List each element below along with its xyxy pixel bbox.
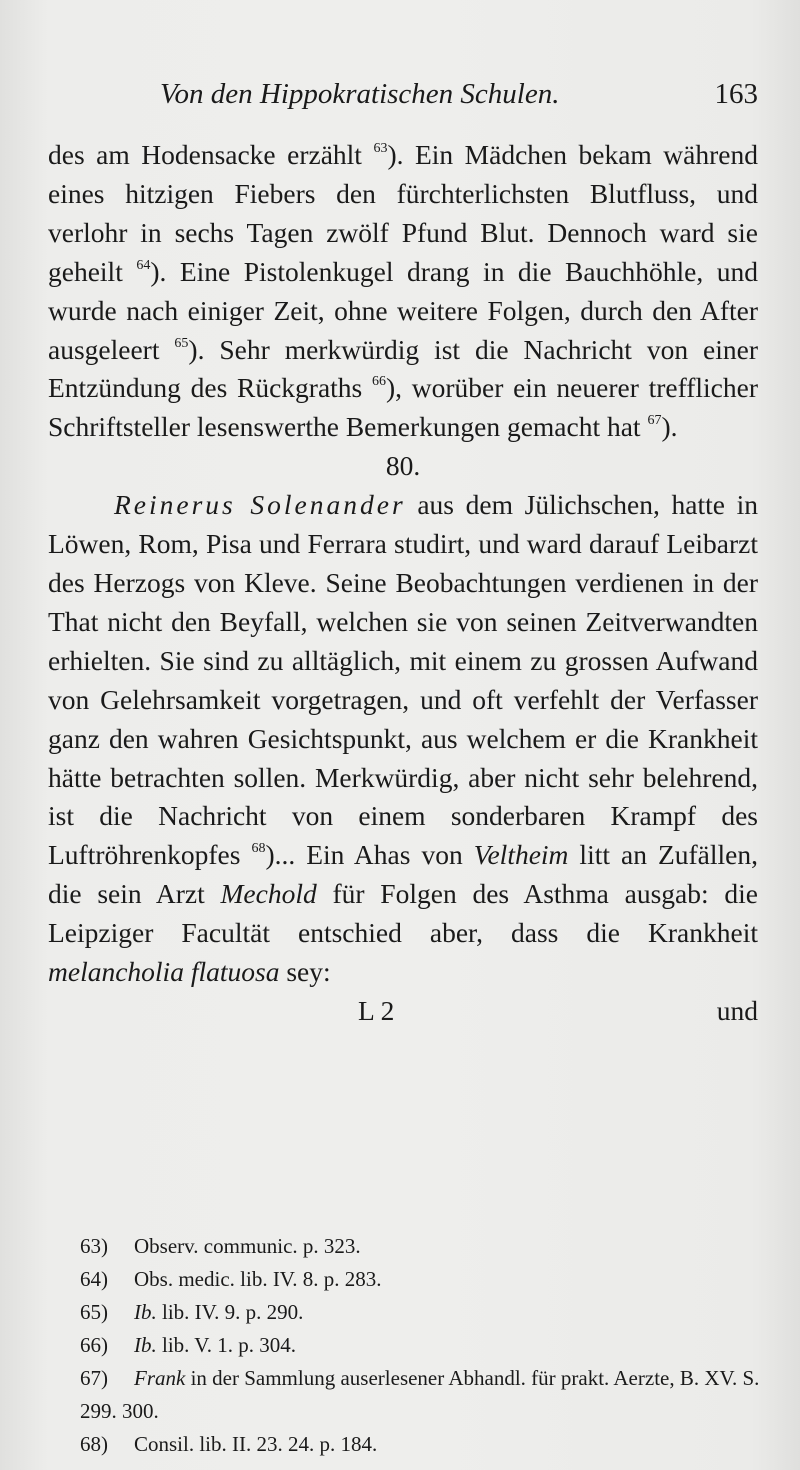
text-run: ). Sehr merkwürdig ist die Nachricht von einer Entzündung des Rückgraths: [48, 333, 758, 404]
footnote-text: Observ. communic. p. 323.: [134, 1234, 361, 1258]
footnote-label: 66): [80, 1333, 108, 1357]
page-footer-line: [48, 992, 758, 1031]
text-run: für Folgen des Asthma ausgab: die Leipziger Facultät entschied aber, dass die Krankheit: [48, 878, 758, 949]
footnote-ibid: Ib.: [134, 1300, 157, 1324]
paragraph-1: [48, 136, 758, 447]
text-run: ), worüber ein neuerer trefflicher Schriftsteller lesenswerthe Bemerkungen gemacht hat: [48, 372, 758, 443]
signature-mark: L 2: [358, 994, 395, 1026]
footnote-66: [80, 1329, 770, 1362]
footnote-68: [80, 1428, 770, 1461]
page-number: 163: [714, 78, 758, 110]
main-text: [48, 136, 758, 1031]
text-run: )... Ein Ahas von: [265, 839, 474, 871]
running-header: [160, 78, 770, 118]
person-name: Reinerus Solenander: [114, 489, 406, 521]
running-title: Von den Hippokratischen Schulen.: [160, 78, 560, 110]
catchword: und: [716, 994, 758, 1026]
text-run: ). Eine Pistolenkugel drang in die Bauchhöhle, und wurde nach einiger Zeit, ohne weitere Folgen, durch den After ausgeleert: [48, 255, 758, 365]
footnote-label: 68): [80, 1432, 108, 1456]
footnote-text: lib. V. 1. p. 304.: [156, 1333, 296, 1357]
footnote-ref-67: 67: [647, 413, 662, 429]
footnote-64: [80, 1263, 770, 1296]
diagnosis-term: melancholia flatuosa: [48, 956, 280, 988]
footnote-text: lib. IV. 9. p. 290.: [156, 1300, 304, 1324]
footnote-label: 67): [80, 1366, 108, 1390]
footnote-ibid: Ib.: [134, 1333, 157, 1357]
footnote-ref-64: 64: [136, 257, 151, 273]
footnote-label: 63): [80, 1234, 108, 1258]
paragraph-2: [48, 486, 758, 992]
footnote-text: Obs. medic. lib. IV. 8. p. 283.: [134, 1267, 382, 1291]
text-run: aus dem Jülichschen, hatte in Löwen, Rom, Pisa und Ferrara studirt, und ward darauf Leibarzt des Herzogs von Kleve. Seine Beobachtungen verdienen in der That nicht den Beyfall, welchen sie von seinen Zeitverwandten erhielten. Sie sind zu alltäglich, mit einem zu grossen Aufwand von Gelehrsamkeit vorgetragen, und oft verfehlt der Verfasser ganz den wahren Gesichtspunkt, aus welchem er die Krankheit hätte betrachten sollen. Merkwürdig, aber nicht sehr belehrend, ist die Nachricht von einem sonderbaren Krampf des Luftröhrenkopfes: [48, 489, 758, 871]
footnote-ref-63: 63: [373, 141, 388, 156]
text-run: ). Ein Mädchen bekam während eines hitzigen Fiebers den fürchterlichsten Blutfluss, und verlohr in sechs Tagen zwölf Pfund Blut. Dennoch ward sie geheilt: [48, 139, 758, 287]
footnote-ref-68: 68: [251, 841, 266, 857]
text-run: ).: [661, 411, 678, 443]
footnote-author: Frank: [134, 1366, 186, 1390]
text-run: des am Hodensacke erzählt: [48, 139, 374, 170]
doctor-name: Mechold: [220, 878, 317, 910]
section-number: 80.: [385, 450, 421, 482]
footnote-63: [80, 1230, 770, 1263]
footnote-label: 65): [80, 1300, 108, 1324]
place-name: Veltheim: [473, 839, 569, 871]
text-run: sey:: [279, 956, 331, 988]
footnote-ref-65: 65: [174, 335, 189, 351]
footnote-65: [80, 1296, 770, 1329]
footnotes: [80, 1230, 770, 1461]
text-run: litt an Zufällen, die sein Arzt: [48, 839, 758, 910]
footnote-text: Consil. lib. II. 23. 24. p. 184.: [134, 1432, 378, 1456]
footnote-text: in der Sammlung auserlesener Abhandl. für prakt. Aerzte, B. XV. S. 299. 300.: [80, 1366, 760, 1423]
footnote-ref-66: 66: [371, 374, 386, 390]
footnote-label: 64): [80, 1267, 108, 1291]
footnote-67: [80, 1362, 770, 1428]
